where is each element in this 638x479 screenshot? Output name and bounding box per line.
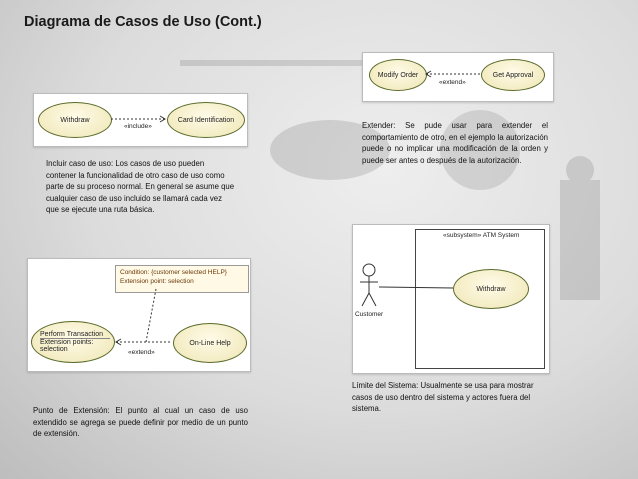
use-case-get-approval: Get Approval (481, 59, 545, 91)
use-case-online-help: On-Line Help (173, 323, 247, 363)
use-case-card-identification: Card Identification (167, 102, 245, 138)
perform-transaction-title: Perform Transaction (40, 331, 110, 339)
page-title: Diagrama de Casos de Uso (Cont.) (24, 14, 262, 30)
actor-customer-label: Customer (355, 311, 384, 318)
use-case-modify-order: Modify Order (369, 59, 427, 91)
use-case-withdraw-system: Withdraw (453, 269, 529, 309)
include-arrow (34, 94, 247, 146)
extension-point-diagram (27, 258, 251, 372)
system-boundary-diagram (352, 224, 550, 374)
extend-description: Extender: Se pude usar para extender el comportamiento de otro, en el ejemplo la autorización puede o no implicar una modificación de la orden y puede ser antes o después de la autorización. (362, 121, 548, 165)
extend-stereotype: «extend» (439, 79, 466, 86)
extension-point-description: Punto de Extensión: El punto al cual un caso de uso extendido se agrega se puede definir por medio de un punto de extensión. (33, 406, 248, 438)
include-description: Incluir caso de uso: Los casos de uso pueden contener la funcionalidad de otro caso de uso como parte de su proceso normal. En general se asume que cualquier caso de uso incluido se llamará cada vez que se ejecute una ruta básica. (46, 159, 235, 214)
extend-arrow (363, 53, 553, 101)
use-case-withdraw: Withdraw (38, 102, 112, 138)
association-line (353, 225, 549, 373)
extension-extend-stereotype: «extend» (128, 349, 155, 356)
system-description: Límite del Sistema: Usualmente se usa para mostrar casos de uso dentro del sistema y actores fuera del sistema. (352, 381, 534, 413)
extension-point-selection: selection (40, 346, 68, 353)
system-label: «subsystem» ATM System (443, 232, 520, 239)
note-extension-point-text: Extension point: selection (120, 278, 194, 285)
note-condition-text: Condition: {customer selected HELP} (120, 269, 227, 276)
include-stereotype: «include» (124, 123, 152, 130)
extension-points-label: Extension points: (40, 339, 94, 346)
extend-diagram (362, 52, 554, 102)
include-diagram (33, 93, 248, 147)
